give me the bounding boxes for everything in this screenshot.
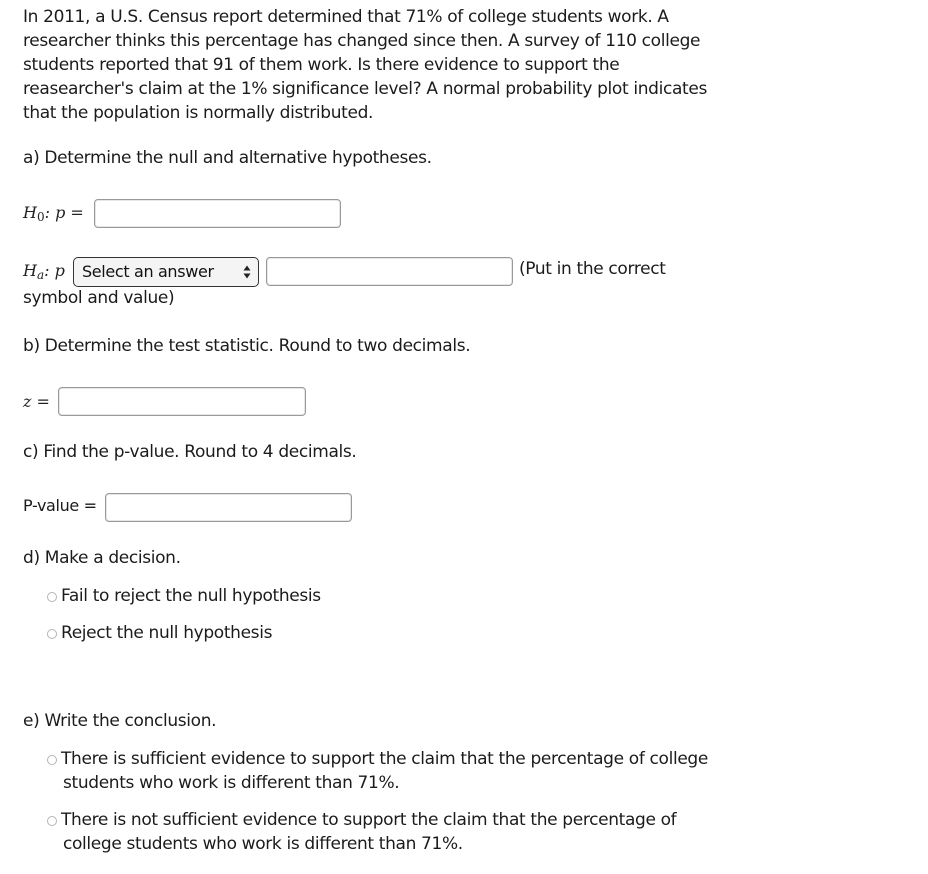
- h0-H: H: [23, 203, 37, 222]
- radio-button[interactable]: [47, 816, 57, 826]
- question-line: In 2011, a U.S. Census report determined that 71% of college students work. A: [23, 7, 669, 27]
- conclusion-option-line1: There is sufficient evidence to support the claim that the percentage of college: [61, 749, 708, 769]
- conclusion-option[interactable]: [47, 747, 708, 795]
- ha-value-input[interactable]: [266, 257, 513, 286]
- ha-subscript: a: [36, 268, 45, 282]
- select-arrows-icon: [243, 264, 251, 280]
- question-line: researcher thinks this percentage has changed since then. A survey of 110 college: [23, 31, 701, 51]
- hint-text-2: symbol and value): [23, 288, 175, 308]
- pvalue-input[interactable]: [105, 493, 352, 522]
- part-d-heading: d) Make a decision.: [23, 548, 181, 568]
- ha-symbol-select[interactable]: [73, 257, 259, 287]
- decision-option-label: Fail to reject the null hypothesis: [61, 586, 321, 606]
- decision-option[interactable]: [47, 584, 321, 608]
- radio-button[interactable]: [47, 755, 57, 765]
- part-e-heading: e) Write the conclusion.: [23, 711, 217, 731]
- question-line: students reported that 91 of them work. Is there evidence to support the: [23, 55, 620, 75]
- question-line: reasearcher's claim at the 1% significance level? A normal probability plot indicates: [23, 79, 707, 99]
- radio-button[interactable]: [47, 629, 57, 639]
- part-a-heading: a) Determine the null and alternative hypotheses.: [23, 148, 432, 168]
- z-label: z =: [23, 392, 50, 411]
- ha-rest: : p: [44, 261, 65, 280]
- conclusion-option[interactable]: [47, 808, 676, 856]
- h0-rest: : p =: [44, 203, 84, 222]
- radio-button[interactable]: [47, 592, 57, 602]
- conclusion-option-line1: There is not sufficient evidence to support the claim that the percentage of: [61, 810, 677, 830]
- hint-text-1: (Put in the correct: [519, 259, 666, 279]
- part-c-heading: c) Find the p-value. Round to 4 decimals.: [23, 442, 357, 462]
- z-value-input[interactable]: [58, 387, 306, 416]
- ha-label: [23, 261, 65, 280]
- decision-option-label: Reject the null hypothesis: [61, 623, 273, 643]
- part-b-heading: b) Determine the test statistic. Round to two decimals.: [23, 336, 471, 356]
- question-text: [23, 5, 743, 125]
- conclusion-option-line2: students who work is different than 71%.: [63, 773, 400, 793]
- decision-option[interactable]: [47, 621, 272, 645]
- h0-value-input[interactable]: [94, 199, 341, 228]
- pvalue-label: P-value =: [23, 496, 97, 515]
- h0-label: [23, 203, 84, 222]
- ha-H: H: [23, 261, 37, 280]
- ha-select-label: Select an answer: [82, 262, 214, 281]
- h0-subscript: 0: [36, 210, 45, 224]
- question-line: that the population is normally distributed.: [23, 103, 374, 123]
- conclusion-option-line2: college students who work is different than 71%.: [63, 834, 463, 854]
